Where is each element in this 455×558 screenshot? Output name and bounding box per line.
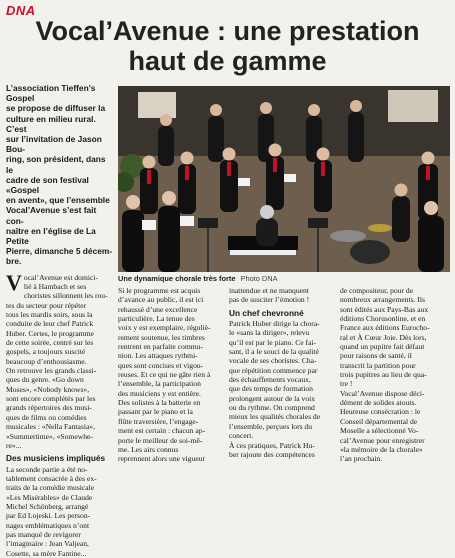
text-line: voix y est exemplaire, réguliè-	[118, 323, 211, 333]
lead-line: en avent», que l’ensemble	[6, 195, 110, 206]
text-line: flûte traversière, l’engage-	[118, 416, 199, 426]
lead-line: cadre de son festival «Gospel	[6, 174, 89, 196]
text-line: grands répertoires des musi-	[6, 403, 92, 413]
text-line: À ces pratiques, Patrick Hu-	[229, 440, 315, 450]
text-line: pas de susciter l’émotion !	[229, 295, 310, 305]
section-subtitle: Des musiciens impliqués	[6, 453, 106, 464]
text-line: rentrent en parfaite commu-	[118, 342, 203, 352]
text-line: Cosette, sa mère Fantine...	[6, 548, 87, 558]
text-line: tes du secteur pour répéter	[6, 300, 87, 310]
text-line: Huber. Certes, le programme	[6, 328, 94, 338]
text-line: «Les Misérables» de Claude	[6, 492, 93, 502]
text-line: dément de solides atouts.	[340, 398, 417, 408]
text-line: quand un pupitre fait défaut	[340, 342, 425, 352]
text-line: porte le meilleur de soi-mê-	[118, 435, 203, 445]
text-line: reuses. Et ce qui ne gâte rien à	[118, 370, 211, 380]
text-line: ou du rythme. On comprend	[229, 403, 315, 413]
article-lead	[6, 83, 114, 267]
text-line: tablement consacrée à des ex-	[6, 473, 97, 483]
text-line: La seconde partie a été no-	[6, 464, 88, 474]
text-line: Conseil départemental de	[340, 416, 418, 426]
text-line: rement soutenue, les timbres	[118, 332, 205, 342]
lead-line: ring, son président, dans le	[6, 154, 106, 175]
text-line: de cette soirée, centré sur les	[6, 338, 94, 348]
text-line: pas manqué de revigorer	[6, 529, 81, 539]
text-line: lié à Hambach et ses	[23, 282, 87, 291]
text-line: sont édités aux Pays-Bas aux	[340, 304, 429, 314]
text-line: Moselle a sélectionné Vo-	[340, 426, 419, 436]
text-line: ber rajoute des compétences	[229, 449, 315, 459]
headline-line-2: haut de gamme	[128, 46, 327, 76]
choir-photo-illustration	[118, 86, 450, 272]
text-line: nion. Les attaques rythmi-	[118, 351, 198, 361]
text-line: Des solistes à la batterie en	[118, 398, 201, 408]
photo-caption	[118, 274, 450, 283]
text-line: tous les mardis soirs, sous la	[6, 310, 93, 320]
lead-line: sur l’invitation de Jason Bou-	[6, 134, 102, 155]
lead-line: Vocal’Avenue s’est fait con-	[6, 205, 97, 226]
text-line: nombreux arrangements. Ils	[340, 295, 425, 305]
text-line: l’an prochain.	[340, 454, 383, 464]
text-line: ques de films ou comédies	[6, 412, 87, 422]
newspaper-logo: DNA	[6, 3, 36, 18]
text-line: On retrouve les grands classi-	[6, 366, 97, 376]
photo-credit: Photo DNA	[240, 274, 278, 283]
text-line: des échauffements vocaux,	[229, 375, 311, 385]
drop-cap: V	[6, 269, 22, 295]
text-line: conduite de leur chef Patrick	[6, 319, 94, 329]
text-line: Moses», «Nobody knows»,	[6, 384, 90, 394]
text-line: rehaussé d’une excellence	[118, 304, 198, 314]
text-line: Patrick Huber dirige la chora-	[229, 319, 320, 329]
text-line: par Ed Lojeski. Les person-	[6, 511, 91, 521]
text-line: ment est certain : chacun ap-	[118, 426, 206, 436]
text-line: me. Les airs connus	[118, 444, 179, 454]
headline-line-1: Vocal’Avenue : une prestation	[35, 16, 420, 46]
column-4	[340, 286, 450, 464]
text-line: sont encore complétés par les	[6, 394, 96, 404]
text-line: re»...	[6, 440, 22, 450]
text-line: inattendue et ne manquent	[229, 286, 309, 295]
text-line: ques du genre. «Go down	[6, 375, 84, 385]
text-line: «Summertime», «Somewhe-	[6, 431, 93, 441]
lead-line: culture en milieu rural. C’est	[6, 113, 96, 134]
text-line: l’imaginaire : Jean Valjean,	[6, 539, 89, 549]
text-line: Vocal’Avenue dispose déci-	[340, 388, 425, 398]
column-3	[229, 286, 335, 459]
text-line: ocal’Avenue est domici-	[23, 272, 98, 282]
text-line: d’avance au public, il est ici	[118, 295, 204, 305]
text-line: éditions Chorusonline, et en	[340, 314, 426, 324]
text-line: sant, il a le souci de la qualité	[229, 347, 319, 357]
text-line: le «sans la diriger», relevu	[229, 328, 310, 338]
text-line: des musiciens y est entière.	[118, 388, 201, 398]
text-line: trois pupitres au lieu de qua-	[340, 370, 427, 380]
text-line: de compositeur, pour de	[340, 286, 414, 295]
text-line: musicales : «Nella Fantasia»,	[6, 422, 95, 432]
caption-text: Une dynamique chorale très forte	[118, 274, 236, 283]
lead-line: se propose de diffuser la	[6, 103, 106, 114]
column-1	[6, 83, 114, 558]
article-headline	[0, 16, 455, 76]
text-line: qu’il est par le piano. Ce fai-	[229, 337, 317, 347]
text-line: ques sont concises et vigou-	[118, 360, 204, 370]
section-subtitle: Un chef chevronné	[229, 307, 304, 318]
text-line: l’ensemble, perçues lors du	[229, 421, 313, 431]
text-line: «la mémoire de la chorale»	[340, 444, 423, 454]
text-line: prolongent autour de la voix	[229, 393, 316, 403]
text-line: passant par le piano et la	[118, 407, 193, 417]
text-line: particulière. La tenue des	[118, 314, 195, 324]
text-line: ral et À Cœur Joie. Dès lors,	[340, 332, 427, 342]
text-line: l’ensemble, la participation	[118, 379, 201, 389]
text-line: gospels, a toujours suscité	[6, 347, 86, 357]
section-paragraph	[6, 465, 114, 558]
lead-line: L’association Tieffen’s Gospel	[6, 83, 96, 104]
text-line: Heureuse consécration : le	[340, 407, 421, 417]
text-line: que répétition commence par	[229, 365, 318, 375]
text-line: beaucoup d’enthousiasme.	[6, 356, 87, 366]
intro-paragraph	[6, 269, 114, 451]
text-line: Michel Schönberg, arrangé	[6, 501, 89, 511]
text-line: cal’Avenue pour enregistrer	[340, 435, 425, 445]
text-line: choristes sillonnent les rou-	[23, 291, 108, 301]
text-line: transcrit la partition pour	[340, 360, 416, 370]
text-line: concert.	[229, 431, 254, 441]
choir-photo	[118, 86, 450, 272]
text-line: reprennent alors une vigueur	[118, 454, 206, 464]
lead-line: bre.	[6, 256, 22, 267]
text-line: traits de la comédie musicale	[6, 483, 95, 493]
column-2	[118, 286, 224, 464]
text-line: mieux les qualités chorales de	[229, 412, 321, 422]
text-line: tre !	[340, 379, 353, 389]
lead-line: Pierre, dimanche 5 décem-	[6, 246, 113, 257]
text-line: Si le programme est acquis	[118, 286, 201, 295]
text-line: pour raisons de santé, il	[340, 351, 412, 361]
text-line: nages emblématiques n’ont	[6, 520, 90, 530]
text-line: que des temps de formation	[229, 384, 313, 394]
text-line: vocale de ses choristes. Cha-	[229, 356, 317, 366]
lead-line: naître en l’église de La Petite	[6, 225, 96, 247]
text-line: France aux éditions Eurocho-	[340, 323, 430, 333]
